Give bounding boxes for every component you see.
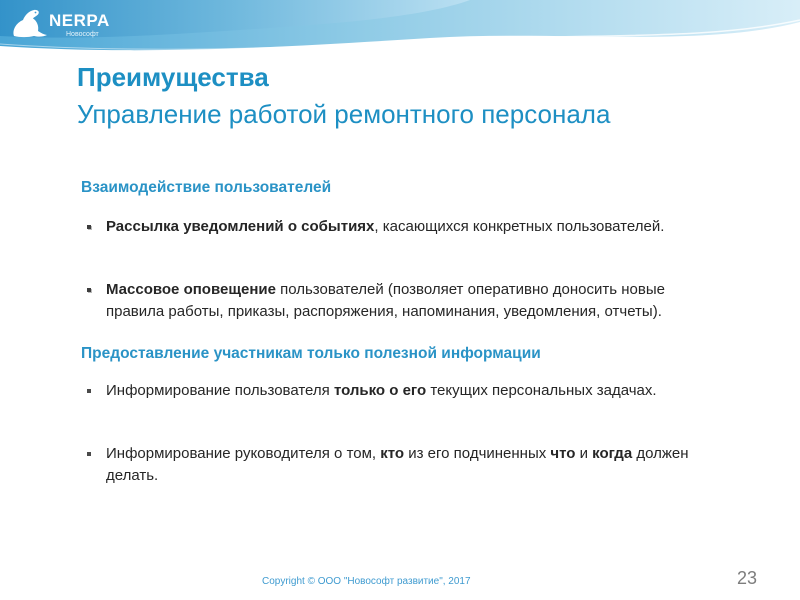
bullet-icon bbox=[82, 443, 96, 465]
list-item-user-tasks bbox=[81, 380, 711, 402]
page-number: 23 bbox=[737, 568, 758, 588]
emphasis-text: Массовое оповещение bbox=[106, 281, 276, 298]
logo-wordmark: NERPA bbox=[49, 11, 110, 30]
section-heading-user-interaction: Взаимодействие пользователей bbox=[81, 179, 332, 196]
section-heading-useful-information: Предоставление участникам только полезной информации bbox=[81, 345, 541, 362]
list-item-manager-info bbox=[81, 443, 711, 487]
seal-icon bbox=[8, 6, 50, 40]
slide-subtitle: Управление работой ремонтного персонала bbox=[77, 99, 611, 129]
list-item-text bbox=[106, 216, 711, 238]
copyright-text: Copyright © ООО "Новософт развитие", 2017 bbox=[262, 576, 471, 587]
list-item-text bbox=[106, 380, 711, 402]
bullet-icon bbox=[82, 380, 96, 402]
plain-text: и bbox=[575, 445, 593, 462]
bullet-icon bbox=[82, 279, 96, 301]
bullet-icon bbox=[82, 216, 96, 238]
emphasis-text: когда bbox=[592, 445, 633, 462]
emphasis-text: только о его bbox=[333, 382, 427, 399]
plain-text: Информирование пользователя bbox=[106, 382, 334, 399]
plain-text: Информирование руководителя о том, bbox=[106, 445, 381, 462]
plain-text: , касающихся конкретных пользователей. bbox=[374, 218, 665, 235]
plain-text: текущих персональных задачах. bbox=[426, 382, 657, 399]
plain-text: должен делать. bbox=[106, 445, 689, 484]
emphasis-text: Рассылка уведомлений о событиях bbox=[106, 218, 375, 235]
list-item-text bbox=[106, 443, 711, 487]
slide-title: Преимущества bbox=[77, 62, 269, 92]
list-item-mass-notification bbox=[81, 279, 711, 323]
list-item-event-notifications bbox=[81, 216, 711, 238]
logo-subtitle: Новософт bbox=[66, 31, 99, 38]
header-wave-band bbox=[0, 0, 800, 62]
plain-text: из его подчиненных bbox=[404, 445, 551, 462]
emphasis-text: что bbox=[550, 445, 576, 462]
nerpa-logo bbox=[8, 6, 113, 40]
plain-text: пользователей (позволяет оперативно доносить новые правила работы, приказы, распоряжения, напоминания, уведомления, отчеты). bbox=[106, 281, 665, 320]
list-item-text bbox=[106, 279, 711, 323]
emphasis-text: кто bbox=[380, 445, 405, 462]
